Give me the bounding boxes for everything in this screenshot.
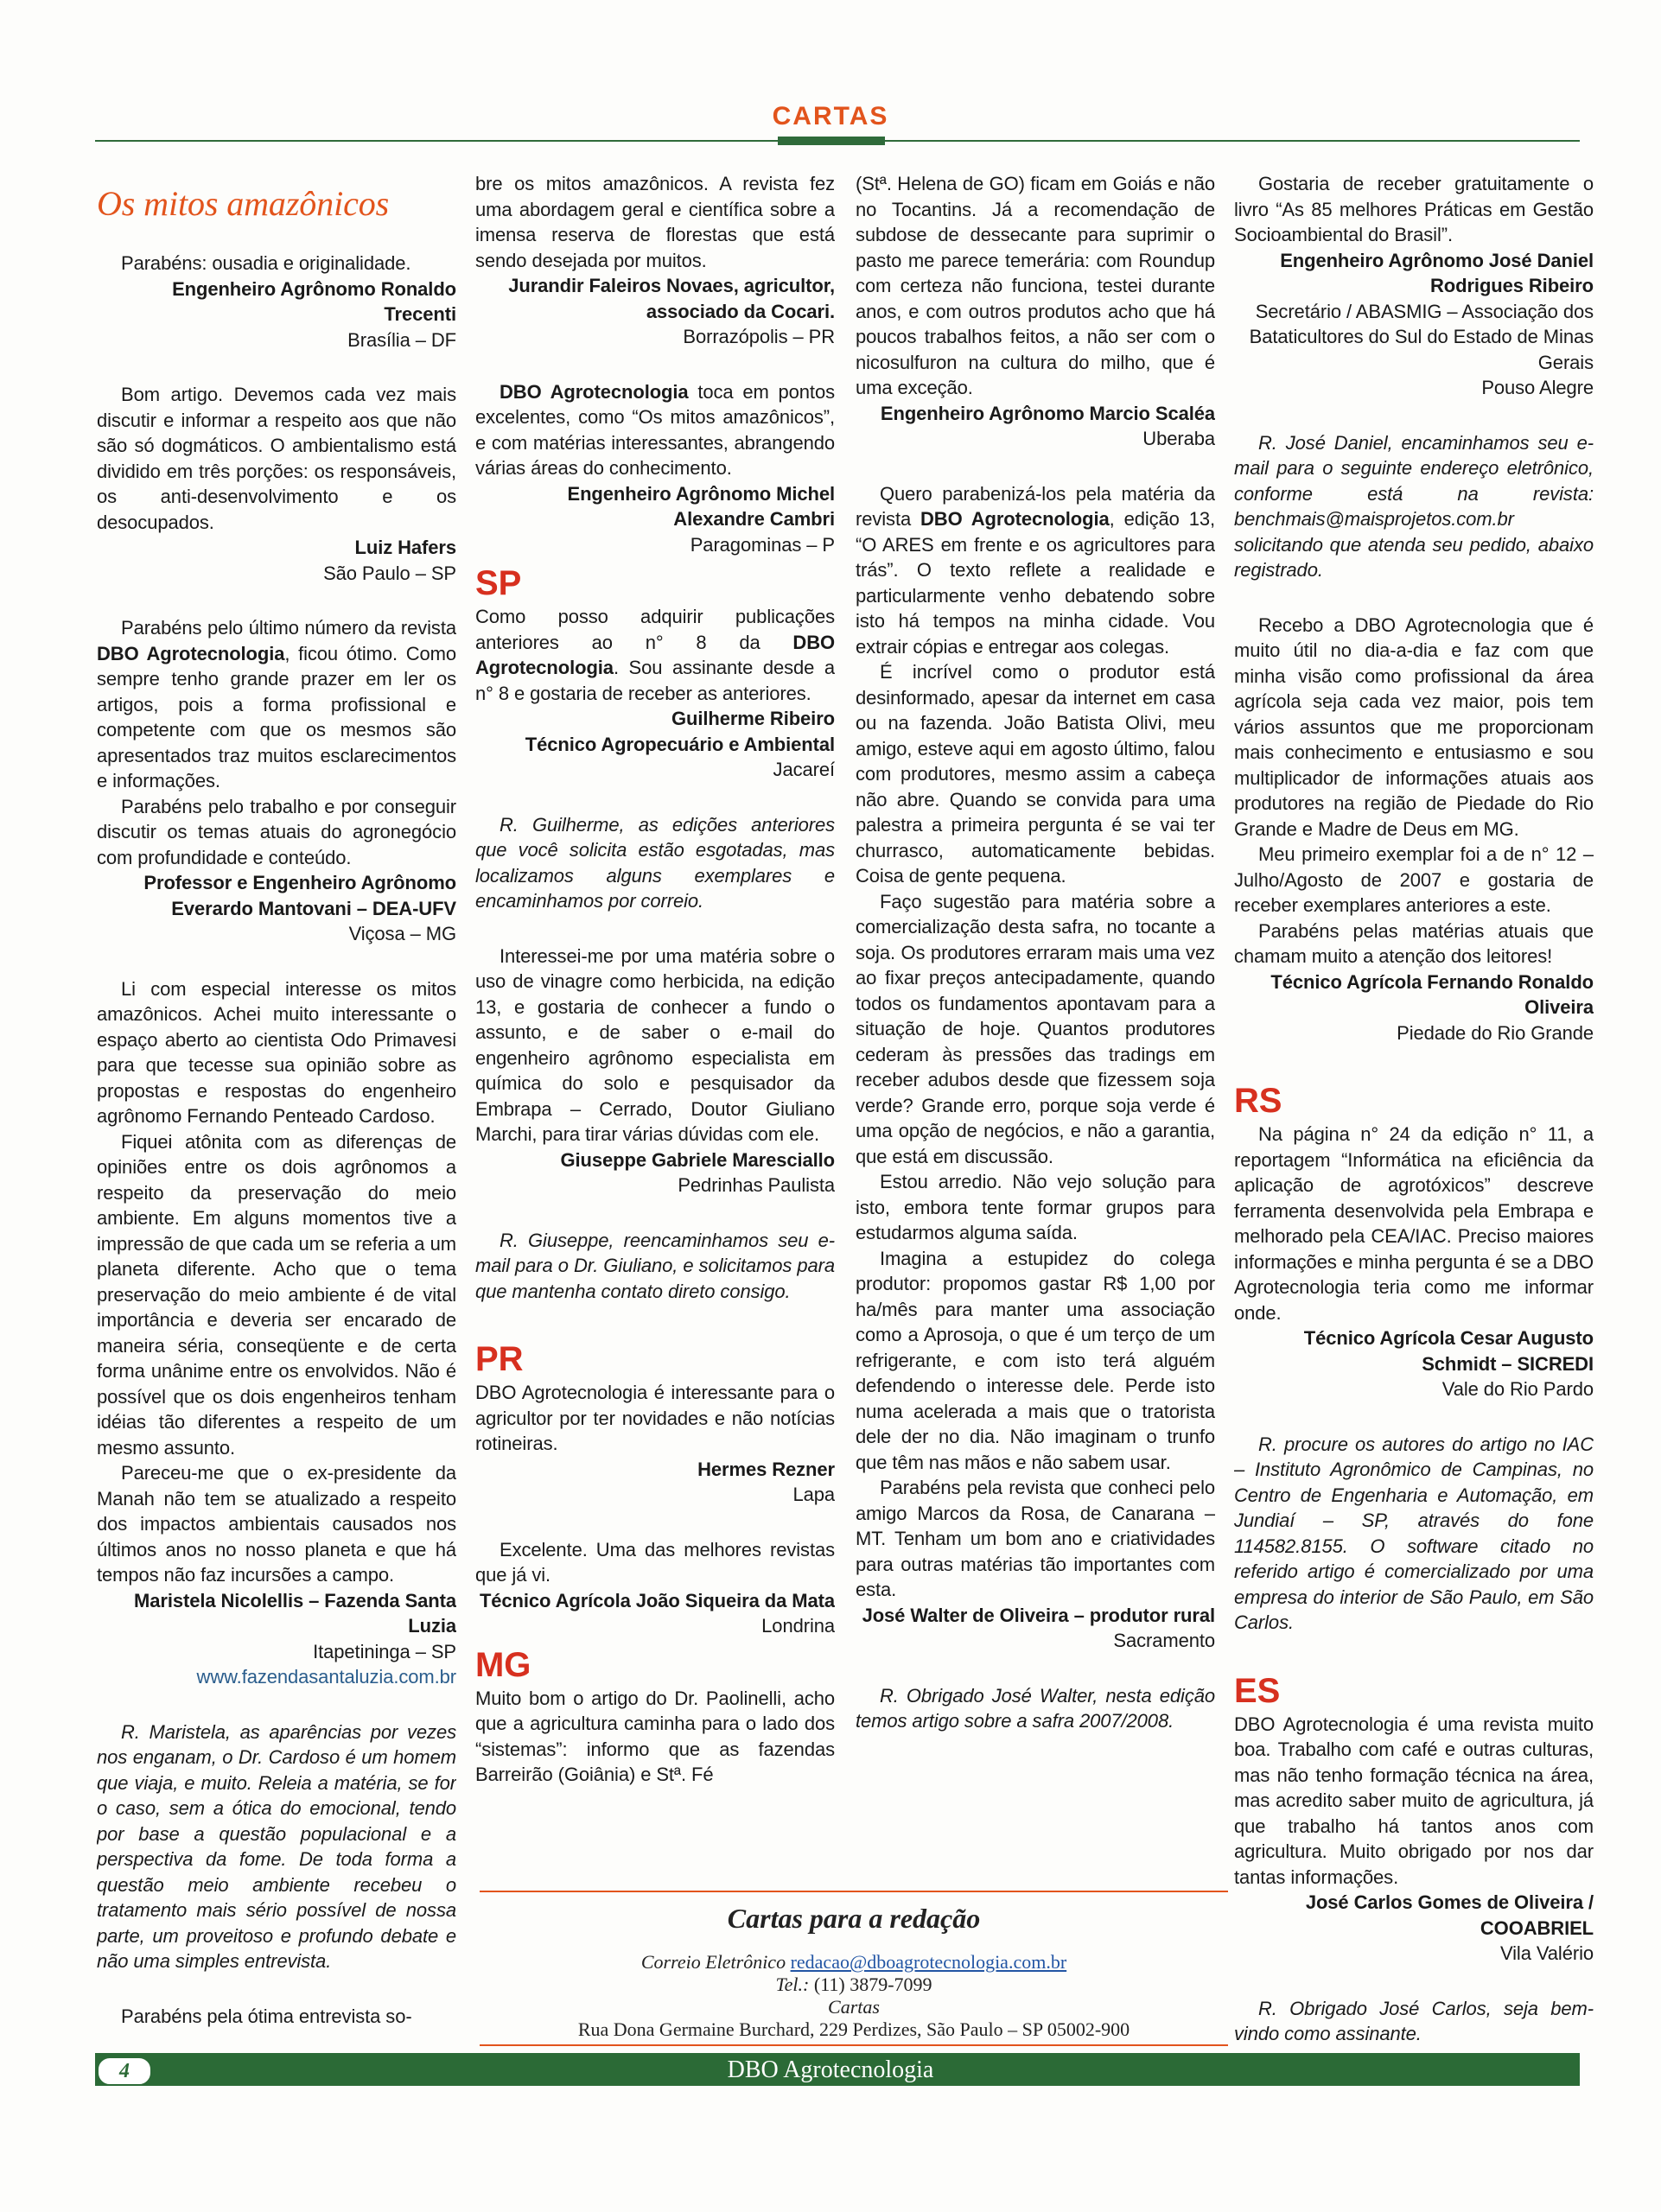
letter-text: DBO Agrotecnologia é interessante para o agricultor por ter novidades e não notícias rotineiras.: [475, 1382, 835, 1454]
letter-signature: Professor e Engenheiro Agrônomo Everardo Mantovani – DEA-UFV: [143, 872, 456, 919]
website-link[interactable]: www.fazendasantaluzia.com.br: [196, 1666, 456, 1688]
letter-location: Secretário / ABASMIG – Associação dos Bataticultores do Sul do Estado de Minas Gerais: [1249, 300, 1594, 373]
magazine-name: DBO Agrotecnologia: [920, 508, 1110, 530]
letter-text: bre os mitos amazônicos. A revista fez uma abordagem geral e científica sobre a imensa reserva de florestas que está sendo desejada por muitos.: [475, 173, 835, 271]
letter-signature: Engenheiro Agrônomo Marcio Scaléa: [880, 402, 1215, 424]
magazine-name-footer: DBO Agrotecnologia: [727, 2056, 934, 2083]
letter-signature: Hermes Rezner: [697, 1458, 835, 1480]
postal-address: Rua Dona Germaine Burchard, 229 Perdizes, São Paulo – SP 05002-900: [577, 2018, 1130, 2040]
letter-location: Londrina: [761, 1615, 835, 1637]
letter-location: Itapetininga – SP: [313, 1640, 456, 1662]
letter-signature: Técnico Agrícola Fernando Ronaldo Oliveira: [1270, 970, 1594, 1018]
letter-location: Vale do Rio Pardo: [1441, 1378, 1594, 1400]
letter-text: DBO Agrotecnologia é uma revista muito boa. Trabalho com café e outras culturas, mas não tenho formação técnica na área, mas acredito saber muito de agricultura, já que trabalho há tantos anos com agricultura. Muito obrigado por nos dar tantas informações.: [1234, 1713, 1594, 1888]
email-label: Correio Eletrônico: [640, 1951, 791, 1973]
letter-text: Parabéns: ousadia e originalidade.: [121, 252, 411, 274]
letter-location: Uberaba: [1142, 428, 1215, 449]
letter-signature: Engenheiro Agrônomo Ronaldo Trecenti: [172, 277, 456, 325]
letter-text: Interessei-me por uma matéria sobre o uso de vinagre como herbicida, na edição 13, e gostaria de conhecer a fundo o assunto, e de saber o e-mail do engenheiro agrônomo especialista em química do solo e pesquisador da Embrapa – Cerrado, Doutor Giuliano Marchi, para tirar várias dúvidas com ele.: [475, 944, 835, 1145]
letter-location: São Paulo – SP: [323, 562, 456, 584]
letter-text: Como posso adquirir publicações anteriores ao n° 8 da DBO Agrotecnologia. Sou assinante desde a n° 8 e gostaria de receber as anteriores.: [475, 606, 835, 704]
letter-location: Pedrinhas Paulista: [678, 1174, 835, 1196]
editor-response: R. Guilherme, as edições anteriores que você solicita estão esgotadas, mas localizamos alguns exemplares e encaminhamos por correio.: [475, 813, 835, 912]
contact-phone-row: [480, 1974, 1228, 1996]
editor-response: R. Obrigado José Carlos, seja bem-vindo como assinante.: [1234, 1997, 1594, 2044]
letter-location: Jacareí: [773, 759, 835, 780]
letter-text: Pareceu-me que o ex-presidente da Manah não tem se atualizado a respeito dos impactos ambientais causados nos últimos anos no nosso planeta e que há tempos não faz incursões a campo.: [97, 1462, 456, 1586]
letter-text: Gostaria de receber gratuitamente o livro “As 85 melhores Práticas em Gestão Socioambiental do Brasil”.: [1234, 173, 1594, 245]
letter-text: Li com especial interesse os mitos amazônicos. Achei muito interessante o espaço aberto ao cientista Odo Primavesi para que tecesse sua opinião sobre as propostas e respostas do engenheiro agrônomo Fernando Penteado Cardoso.: [97, 977, 456, 1127]
letter-signature: Engenheiro Agrônomo Michel Alexandre Cambri: [567, 482, 835, 530]
column-4: [1234, 171, 1594, 2055]
magazine-name: DBO Agrotecnologia: [500, 380, 689, 403]
letter-signature: Guilherme Ribeiro: [671, 708, 835, 729]
contact-title: Cartas para a redação: [727, 1903, 981, 1934]
letter-location: Vila Valério: [1499, 1942, 1594, 1964]
mail-label: Cartas: [828, 1996, 880, 2018]
state-heading-mg: MG: [475, 1645, 531, 1684]
letter-signature: José Walter de Oliveira – produtor rural: [862, 1604, 1215, 1626]
contact-box: [480, 1891, 1228, 2043]
letter-text: Recebo a DBO Agrotecnologia que é muito útil no dia-a-dia e faz com que minha visão como profissional da área agrícola seja cada vez maior, pois tem vários assuntos que me proporcionam mais conhecimento e entusiasmo e sou multiplicador de informações atuais aos produtores na região de Piedade do Rio Grande e Madre de Deus em MG.: [1234, 613, 1594, 840]
letter-location: Viçosa – MG: [348, 923, 456, 944]
letter-signature: Luiz Hafers: [354, 537, 456, 558]
article-title: Os mitos amazônicos: [97, 184, 390, 223]
letter-location: Piedade do Rio Grande: [1397, 1021, 1594, 1044]
letter-signature: Técnico Agrícola João Siqueira da Mata: [479, 1589, 835, 1611]
phone-label: Tel.:: [775, 1974, 810, 1995]
letter-text: Estou arredio. Não vejo solução para isto, embora tente formar grupos para estudarmos alguma saída.: [856, 1171, 1215, 1243]
editor-response: R. procure os autores do artigo no IAC – Instituto Agronômico de Campinas, no Centro de Engenharia e Automação, em Jundiaí – SP, através do fone 114582.8155. O software citado no referido artigo é comercializado por uma empresa do interior de São Paulo, em São Carlos.: [1234, 1433, 1594, 1633]
magazine-name: DBO Agrotecnologia: [97, 642, 285, 664]
column-3: [856, 171, 1215, 2055]
letter-signature: Giuseppe Gabriele Maresciallo: [560, 1148, 835, 1171]
magazine-name: DBO Agrotecnologia: [475, 631, 835, 678]
letter-text: Bom artigo. Devemos cada vez mais discutir e informar a respeito aos que não são só dogmáticos. O ambientalismo está dividido em três porções: os responsáveis, os anti-desenvolvimento e os desocupados.: [97, 384, 456, 533]
letter-signature: Técnico Agropecuário e Ambiental: [525, 733, 835, 755]
contact-top-rule: [480, 1891, 1228, 1892]
letter-location: Borrazópolis – PR: [683, 326, 835, 347]
contact-email-row: [480, 1951, 1228, 1974]
editor-response: R. José Daniel, encaminhamos seu e-mail para o seguinte endereço eletrônico, conforme está na revista: benchmais@maisprojetos.com.br solicitando que atenda seu pedido, abaixo registrado.: [1234, 431, 1594, 581]
letter-text: Faço sugestão para matéria sobre a comercialização desta safra, no tocante a soja. Os produtores erraram mais uma vez ao fixar preços antecipadamente, quando todos os fundamentos apontavam para a situação de hoje. Quantos produtores cederam às pressões das tradings em receber adubos desde que fizessem soja verde? Grande erro, porque soja verde é uma opção de negócios, e não a garantia, que está em discussão.: [856, 890, 1215, 1167]
section-title: CARTAS: [772, 102, 889, 130]
letter-text: Parabéns pela revista que conheci pelo amigo Marcos da Rosa, de Canarana – MT. Tenham um bom ano e criatividades para outras matérias tão importantes com esta.: [856, 1477, 1215, 1600]
letter-location: Pouso Alegre: [1481, 377, 1594, 398]
state-heading-es: ES: [1234, 1671, 1281, 1710]
phone-number: (11) 3879-7099: [809, 1974, 932, 1995]
state-heading-sp: SP: [475, 564, 522, 602]
editor-response: R. Maristela, as aparências por vezes nos enganam, o Dr. Cardoso é um homem que viaja, e muito. Releia a matéria, se for o caso, sem a ótica do emocional, tendo por base a questão populacional e a perspectiva da fome. De toda forma a questão meio ambiente recebeu o tratamento mais sério possível de nossa parte, um proveitoso e profundo debate e não uma simples entrevista.: [97, 1720, 456, 1972]
letter-text: Meu primeiro exemplar foi a de n° 12 – Julho/Agosto de 2007 e gostaria de receber exemplares anteriores a este.: [1234, 843, 1594, 916]
column-2: [475, 171, 835, 2055]
page-number: 4: [97, 2056, 152, 2086]
letter-text: Parabéns pelo último número da revista DBO Agrotecnologia, ficou ótimo. Como sempre tenho grande prazer em ler os artigos, pois a forma profissional e competente com que os mesmos são apresentados traz muitos esclarecimentos e informações.: [97, 617, 456, 791]
contact-bottom-rule: [480, 2044, 1228, 2046]
letter-location: Lapa: [792, 1484, 835, 1505]
letter-text: (Stª. Helena de GO) ficam em Goiás e não no Tocantins. Já a recomendação de subdose de dessecante para suprimir o pasto me parece temerária: com Roundup com certeza não funciona, testei durante anos, e com outros produtos acho que há poucos trabalhos feitos, a não ser com o nicosulfuron na cultura do milho, que é uma exceção.: [856, 173, 1215, 398]
letter-signature: José Carlos Gomes de Oliveira / COOABRIEL: [1305, 1891, 1594, 1939]
letter-text: Imagina a estupidez do colega produtor: propomos gastar R$ 1,00 por ha/mês para manter uma associação como a Aprosoja, o que é um terço de um refrigerante, e com isto terá alguém defendendo o interesse dele. Perde isto numa acelerada a mais que o tratorista dele der no dia. Não imaginam o trunfo que têm nas mãos e não sabem usar.: [856, 1247, 1215, 1473]
letter-text: Parabéns pelas matérias atuais que chamam muito a atenção dos leitores!: [1234, 919, 1594, 967]
letter-signature: Engenheiro Agrônomo José Daniel Rodrigues Ribeiro: [1280, 249, 1594, 296]
email-link[interactable]: redacao@dboagrotecnologia.com.br: [790, 1951, 1067, 1973]
letter-text: É incrível como o produtor está desinformado, apesar da internet em casa ou na fazenda. João Batista Olivi, meu amigo, esteve aqui em agosto último, falou com produtores, mesmo assim a cabeça não abre. Quando se convida para uma palestra a primeira pergunta é se vai ter churrasco, automaticamente bebidas. Coisa de gente pequena.: [856, 661, 1215, 887]
letter-signature: Maristela Nicolellis – Fazenda Santa Luzia: [134, 1589, 456, 1637]
letter-text: Muito bom o artigo do Dr. Paolinelli, acho que a agricultura caminha para o lado dos “sistemas”: informo que as fazendas Barreirão (Goiânia) e Stª. Fé: [475, 1687, 835, 1785]
letter-location: Paragominas – P: [690, 533, 835, 556]
letter-text: Na página n° 24 da edição n° 11, a reportagem “Informática na eficiência da aplicação de agrotóxicos” descreve ferramenta desenvolvida pela Embrapa e melhorado pela CEA/IAC. Preciso maiores informações e minha pergunta é se a DBO Agrotecnologia teria como me informar onde.: [1234, 1123, 1594, 1324]
editor-response: R. Obrigado José Walter, nesta edição temos artigo sobre a safra 2007/2008.: [856, 1684, 1215, 1732]
letter-location: Sacramento: [1113, 1630, 1215, 1651]
letter-text: Excelente. Uma das melhores revistas que já vi.: [475, 1538, 835, 1586]
letter-text: Fiquei atônita com as diferenças de opiniões entre os dois agrônomos a respeito da preservação do meio ambiente. Em alguns momentos tive a impressão de que cada um se referia a um planeta diferente. Acho que o tema preservação do meio ambiente é de vital importância e deveria ser encarado de maneira séria, conseqüente e de certa forma unânime entre os envolvidos. Não é possível que os dois engenheiros tenham idéias tão diferentes a respeito de um mesmo assunto.: [97, 1130, 456, 1459]
letter-text: DBO Agrotecnologia toca em pontos excelentes, como “Os mitos amazônicos”, e com matérias interessantes, abrangendo várias áreas do conhecimento.: [475, 380, 835, 479]
letter-text: Parabéns pela ótima entrevista so-: [121, 2005, 412, 2027]
header-rule-tab: [778, 137, 885, 145]
column-1: [97, 171, 456, 2055]
letter-signature: Jurandir Faleiros Novaes, agricultor, associado da Cocari.: [508, 275, 835, 322]
letter-signature: Técnico Agrícola Cesar Augusto Schmidt – SICREDI: [1303, 1327, 1594, 1375]
letter-location: Brasília – DF: [347, 328, 456, 351]
letter-text: Parabéns pelo trabalho e por conseguir discutir os temas atuais do agronegócio com profundidade e conteúdo.: [97, 795, 456, 868]
state-heading-pr: PR: [475, 1340, 524, 1378]
editor-response: R. Giuseppe, reencaminhamos seu e-mail para o Dr. Giuliano, e solicitamos para que mantenha contato direto consigo.: [475, 1229, 835, 1302]
state-heading-rs: RS: [1234, 1082, 1282, 1120]
letter-text: Quero parabenizá-los pela matéria da revista DBO Agrotecnologia, edição 13, “O ARES em frente e os agricultores para trás”. O texto reflete a realidade e particularmente venho debatendo sobre isto há tempos na minha cidade. Vou extrair cópias e entregar aos colegas.: [856, 482, 1215, 658]
